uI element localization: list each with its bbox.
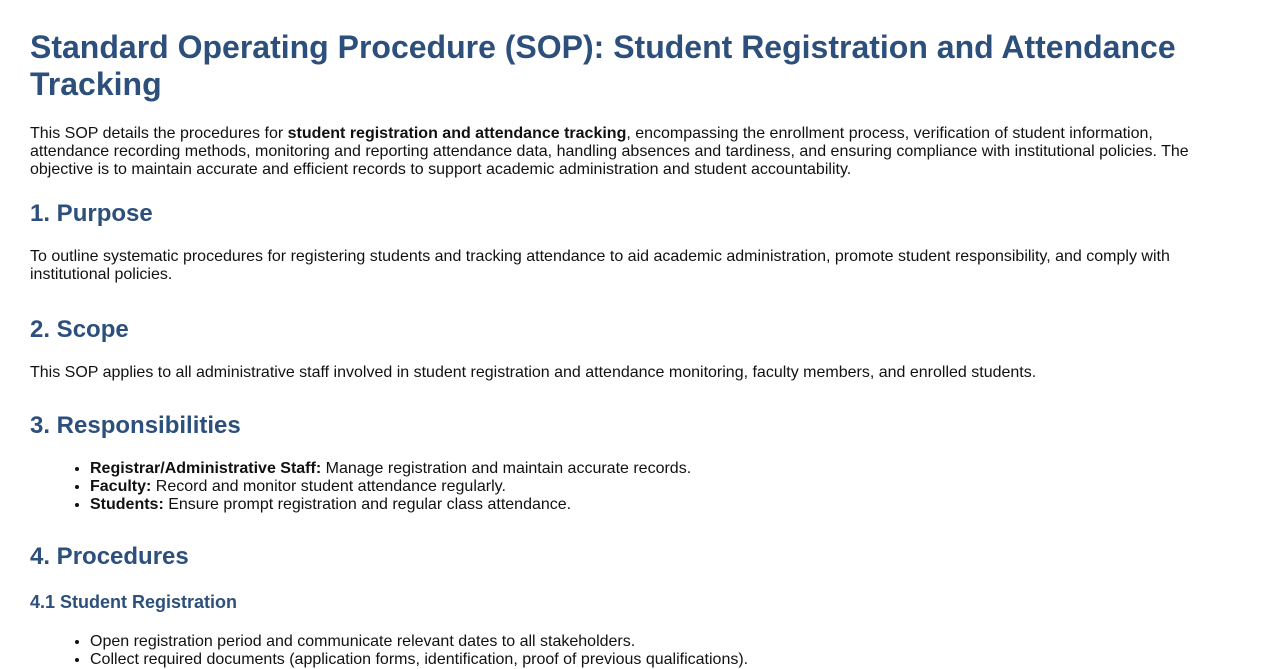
list-item-text: Record and monitor student attendance regularly. — [151, 478, 506, 495]
list-item-role: Faculty: — [90, 478, 152, 495]
registration-list — [30, 633, 1233, 669]
responsibilities-list — [30, 460, 1233, 514]
list-item — [90, 496, 1233, 514]
list-item — [90, 460, 1233, 478]
page-title: Standard Operating Procedure (SOP): Student Registration and Attendance Tracking — [30, 29, 1176, 102]
list-item-text: Manage registration and maintain accurate records. — [321, 460, 692, 477]
list-item-role: Students: — [90, 496, 164, 513]
list-item-role: Registrar/Administrative Staff: — [90, 460, 322, 477]
list-item: • Collect required documents (application forms, identification, proof of previous qualifications). — [90, 651, 1233, 669]
intro-text-bold: student registration and attendance tracking — [287, 125, 627, 142]
section-text-scope: This SOP applies to all administrative staff involved in student registration and attendance monitoring, faculty members, and enrolled students. — [30, 364, 1037, 381]
section-heading-purpose: 1. Purpose — [30, 200, 153, 227]
list-item: • Open registration period and communicate relevant dates to all stakeholders. — [90, 633, 1233, 651]
subsection-heading-registration: 4.1 Student Registration — [30, 592, 238, 612]
intro-paragraph — [30, 125, 1233, 179]
section-heading-responsibilities: 3. Responsibilities — [30, 412, 241, 439]
intro-text-after: , encompassing the enrollment process, verification of student information, attendance recording methods, monitoring and reporting attendance data, handling absences and tardiness, and ensuring compliance with institutional policies. The objective is to maintain accurate and efficient records to support academic administration and student accountability. — [30, 125, 1189, 178]
section-heading-procedures: 4. Procedures — [30, 543, 189, 570]
section-text-purpose: To outline systematic procedures for registering students and tracking attendance to aid academic administration, promote student responsibility, and comply with institutional policies. — [30, 248, 1170, 283]
list-item — [90, 478, 1233, 496]
list-item-text: Ensure prompt registration and regular class attendance. — [163, 496, 572, 513]
intro-text-before: This SOP details the procedures for — [30, 125, 288, 142]
section-heading-scope: 2. Scope — [30, 316, 129, 343]
